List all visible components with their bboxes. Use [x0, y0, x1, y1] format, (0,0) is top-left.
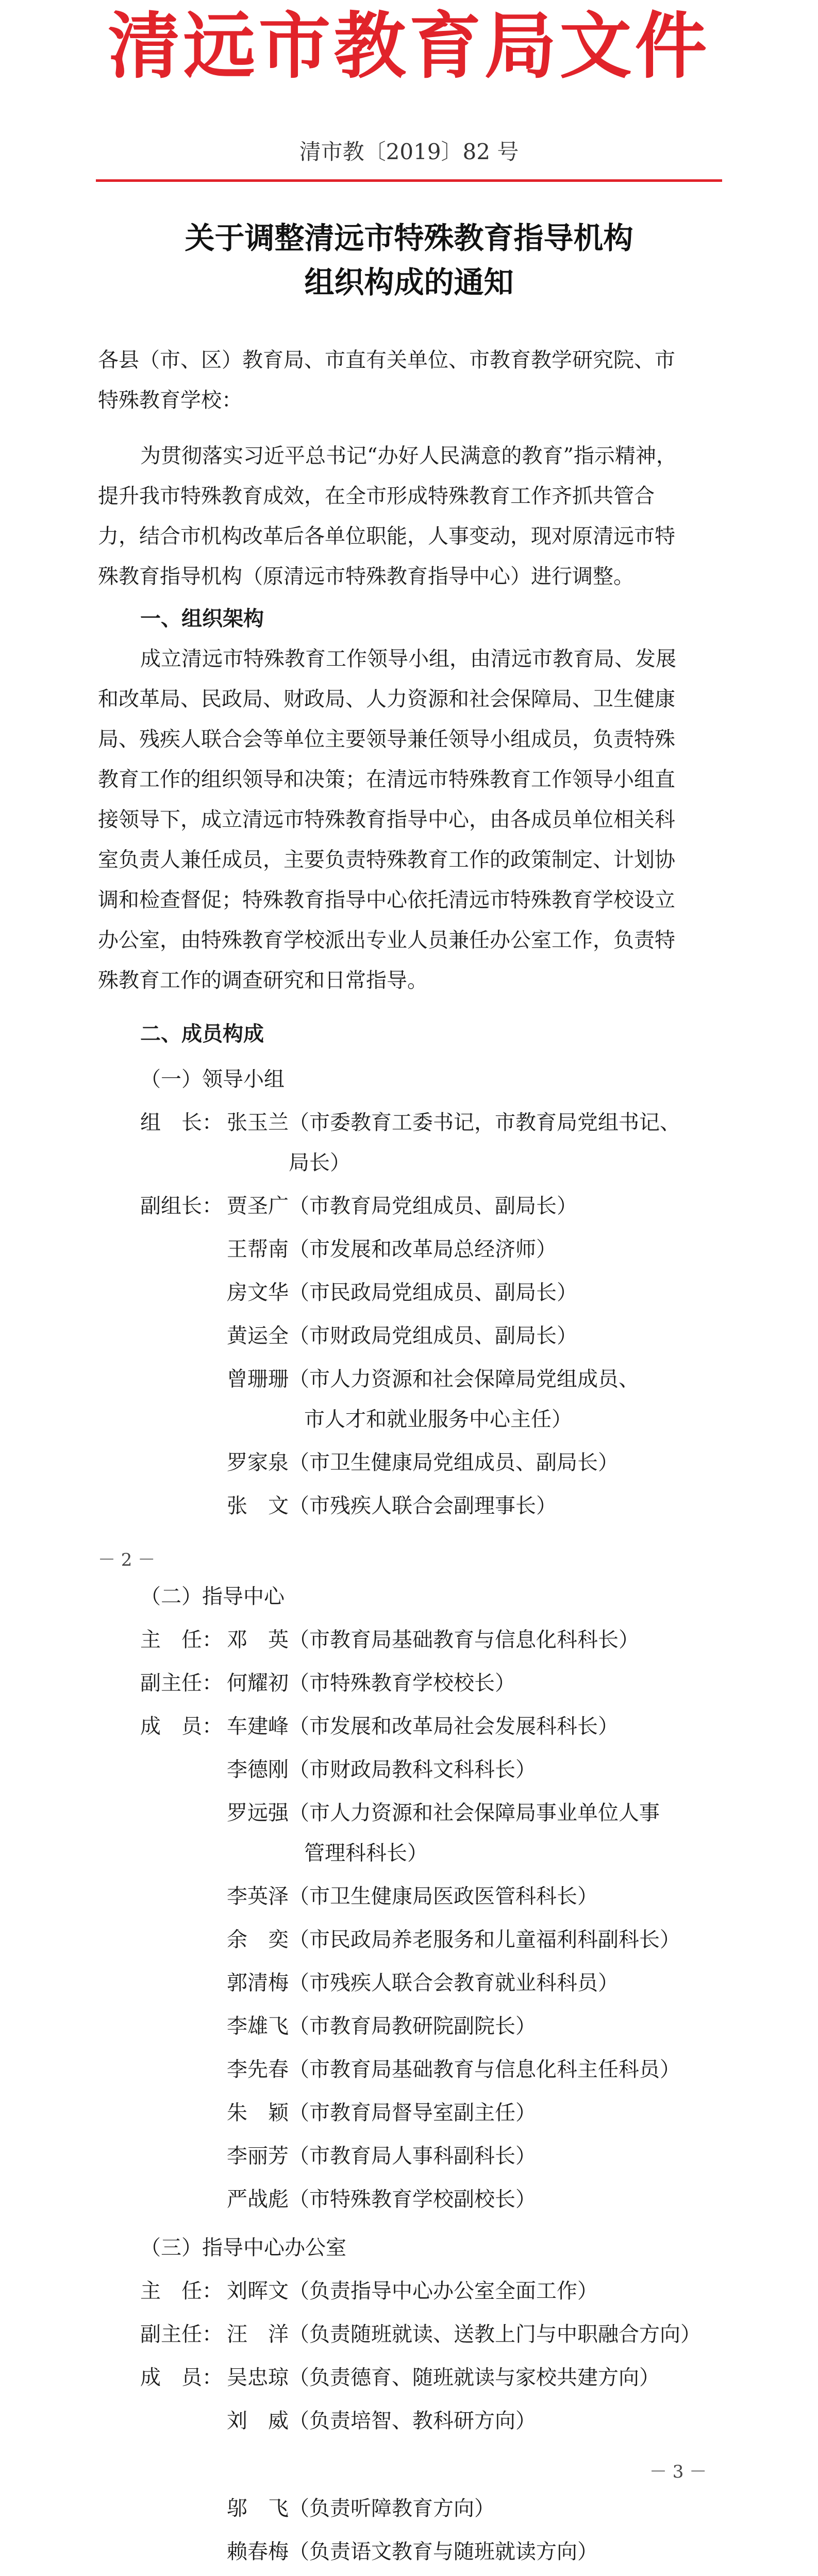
group-3-director-role: 主 任：	[140, 2279, 223, 2303]
intro-line-3: 力，结合市机构改革后各单位职能，人事变动，现对原清远市特	[98, 524, 675, 548]
group-2-member-cont: 管理科科长）	[304, 1841, 428, 1865]
section-2-heading: 二、成员构成	[140, 1022, 264, 1046]
group-1-deputy: 张 文（市残疾人联合会副理事长）	[227, 1494, 557, 1518]
group-2-member: 余 奕（市民政局养老服务和儿童福利科副科长）	[227, 1928, 680, 1952]
group-3-heading: （三）指导中心办公室	[140, 2236, 346, 2260]
group-3-member: 邬 飞（负责听障教育方向）	[227, 2497, 495, 2520]
group-1-deputy: 王帮南（市发展和改革局总经济师）	[227, 1238, 557, 1261]
group-2-member: 李德刚（市财政局教科文科科长）	[227, 1758, 536, 1782]
notice-title-line-2: 组织构成的通知	[304, 265, 514, 300]
group-2-member: 朱 颖（市教育局督导室副主任）	[227, 2101, 536, 2125]
group-2-member: 李丽芳（市教育局人事科副科长）	[227, 2144, 536, 2168]
section-1-line: 办公室，由特殊教育学校派出专业人员兼任办公室工作，负责特	[98, 928, 675, 952]
page-number-3: － 3 －	[649, 2462, 707, 2482]
section-1-heading: 一、组织架构	[140, 607, 264, 631]
group-1-heading: （一）领导小组	[140, 1067, 285, 1091]
section-1-line: 接领导下，成立清远市特殊教育指导中心，由各成员单位相关科	[98, 808, 675, 832]
group-2-director-role: 主 任：	[140, 1628, 223, 1652]
group-2-member: 严战彪（市特殊教育学校副校长）	[227, 2188, 536, 2211]
intro-line-1: 为贯彻落实习近平总书记“办好人民满意的教育”指示精神，	[140, 444, 677, 468]
header-red-rule	[96, 179, 722, 182]
group-2-heading: （二）指导中心	[140, 1585, 285, 1608]
section-1-line: 和改革局、民政局、财政局、人力资源和社会保障局、卫生健康	[98, 687, 675, 711]
section-1-line: 成立清远市特殊教育工作领导小组，由清远市教育局、发展	[140, 647, 676, 671]
section-1-line: 局、残疾人联合会等单位主要领导兼任领导小组成员，负责特殊	[98, 727, 675, 751]
group-1-deputy: 黄运全（市财政局党组成员、副局长）	[227, 1324, 577, 1348]
group-1-leader: 张玉兰（市委教育工委书记，市教育局党组书记、	[227, 1111, 680, 1134]
group-2-member: 李英泽（市卫生健康局医政医管科科长）	[227, 1885, 598, 1908]
group-1-deputy-cont: 市人才和就业服务中心主任）	[304, 1408, 572, 1431]
group-3-deputy-role: 副主任：	[140, 2323, 223, 2346]
group-1-deputy: 曾珊珊（市人力资源和社会保障局党组成员、	[227, 1367, 639, 1391]
group-1-deputy-role: 副组长：	[140, 1194, 223, 1218]
section-1-line: 室负责人兼任成员，主要负责特殊教育工作的政策制定、计划协	[98, 848, 675, 872]
group-2-member: 李雄飞（市教育局教研院副院长）	[227, 2014, 536, 2038]
salutation-line-1: 各县（市、区）教育局、市直有关单位、市教育教学研究院、市	[98, 348, 675, 372]
group-2-members-role: 成 员：	[140, 1715, 223, 1738]
intro-line-2: 提升我市特殊教育成效，在全市形成特殊教育工作齐抓共管合	[98, 484, 655, 508]
salutation-line-2: 特殊教育学校：	[98, 388, 242, 412]
page-number-2: － 2 －	[98, 1550, 156, 1570]
section-1-line: 调和检查督促；特殊教育指导中心依托清远市特殊教育学校设立	[98, 888, 675, 912]
group-1-deputy: 贾圣广（市教育局党组成员、副局长）	[227, 1194, 577, 1218]
group-3-member: 赖春梅（负责语文教育与随班就读方向）	[227, 2540, 598, 2564]
group-1-leader-cont: 局长）	[289, 1151, 350, 1175]
group-2-member: 郭清梅（市残疾人联合会教育就业科科员）	[227, 1971, 619, 1995]
group-3-members-role: 成 员：	[140, 2366, 223, 2389]
group-1-deputy: 罗家泉（市卫生健康局党组成员、副局长）	[227, 1451, 619, 1475]
group-3-director: 刘晖文（负责指导中心办公室全面工作）	[227, 2279, 598, 2303]
group-3-deputy: 汪 洋（负责随班就读、送教上门与中职融合方向）	[227, 2323, 701, 2346]
intro-line-4: 殊教育指导机构（原清远市特殊教育指导中心）进行调整。	[98, 565, 634, 588]
document-header-title: 清远市教育局文件	[108, 4, 710, 89]
group-2-member: 李先春（市教育局基础教育与信息化科主任科员）	[227, 2058, 680, 2081]
section-1-line: 教育工作的组织领导和决策；在清远市特殊教育工作领导小组直	[98, 768, 675, 791]
group-2-member: 车建峰（市发展和改革局社会发展科科长）	[227, 1715, 619, 1738]
notice-title-line-1: 关于调整清远市特殊教育指导机构	[185, 221, 633, 256]
group-1-deputy: 房文华（市民政局党组成员、副局长）	[227, 1281, 577, 1304]
group-2-member: 罗远强（市人力资源和社会保障局事业单位人事	[227, 1801, 660, 1825]
group-2-deputy-role: 副主任：	[140, 1671, 223, 1695]
group-2-deputy: 何耀初（市特殊教育学校校长）	[227, 1671, 515, 1695]
group-2-director: 邓 英（市教育局基础教育与信息化科科长）	[227, 1628, 639, 1652]
group-3-member: 刘 威（负责培智、教科研方向）	[227, 2409, 536, 2433]
group-1-leader-role: 组 长：	[140, 1111, 223, 1134]
group-3-member: 吴忠琼（负责德育、随班就读与家校共建方向）	[227, 2366, 660, 2389]
document-number: 清市教〔2019〕82 号	[299, 139, 519, 164]
section-1-line: 殊教育工作的调查研究和日常指导。	[98, 969, 428, 992]
